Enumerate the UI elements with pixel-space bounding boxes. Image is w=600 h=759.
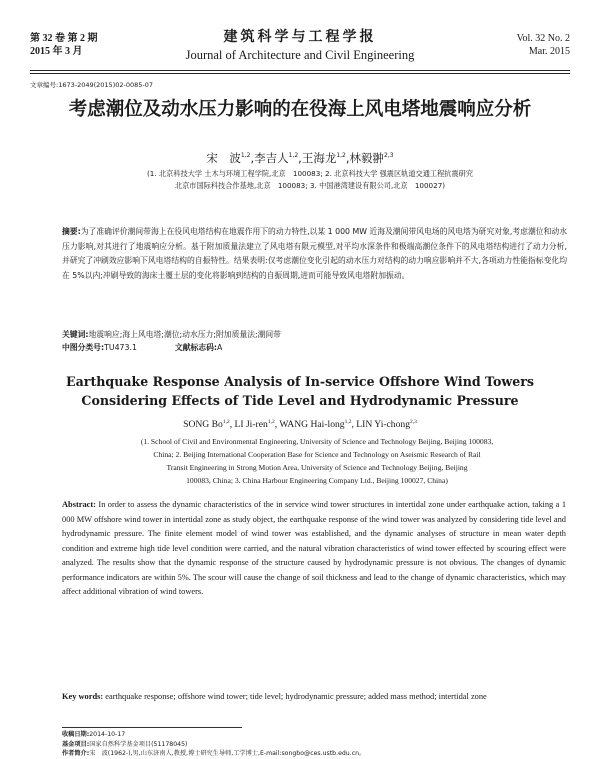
abstract-en-text: In order to assess the dynamic characteristics of the in service wind tower structures in intertidal zone under earthquake action, taking a 1 000 MW offshore wind tower in intertidal zone as study object, the earthquake response of the wind tower was analyzed by considering tide level and hydrodynamic pressure. The finite element model of wind tower was established, and the dynamic analyses of structure in mean water depth condition and extreme high tide level condition were carried, and the natural vibration characteristics of wind tower effected by scouring effect were analyzed. The results show that the dynamic response of the structure caused by hydrodynamic pressure is not obvious. The changes of dynamic performance indicators are within 5%. The scour will cause the change of soil thickness and lead to the change of dynamic characteristics, which may affect additional vibration of wind towers.	[62, 500, 567, 596]
footnote-received	[62, 730, 566, 740]
abstract-en-label: Abstract:	[62, 500, 96, 509]
author-cn: 王海龙	[301, 151, 337, 165]
doc-code-label: 文献标志码:	[174, 343, 218, 352]
abstract-cn	[62, 225, 567, 283]
authors-cn: 宋 波$^{1,2}$,李吉人$^{1,2}$,王海龙$^{1,2}$,林毅翀$^{2,3}$	[206, 151, 394, 165]
author-sup: 1,2	[240, 152, 251, 160]
author-sup: 2,3	[410, 419, 417, 425]
affiliation-line: (1. 北京科技大学 土木与环境工程学院,北京 100083; 2. 北京科技大学 强震区轨道交通工程抗震研究	[146, 169, 474, 178]
abstract-cn-text: 为了准确评价潮间带海上在役风电塔结构在地震作用下的动力特性,以某 1 000 MW 近海及潮间带风电场的风电塔为研究对象,考虑潮位和动水压力影响,对其进行了地震响应分析。基于附加质量法建立了风电塔有限元模型,对平均水深条件和极端高潮位条件下的风电塔结构进行了动力分析,并研究了冲刷效应影响下风电塔结构的自振特性。结果表明:仅考虑潮位变化引起的动水压力对结构的动力响应影响并不大,各项动力性能指标变化均在 5%以内;冲刷导致的海床土覆土层的变化将影响到结构的自振周期,进而可能导致风电塔附加振动。	[62, 227, 567, 280]
affiliations-en	[64, 435, 570, 487]
fund-value: 国家自然科学基金项目(51178045)	[89, 740, 188, 748]
author-sup: 1,2	[288, 152, 299, 160]
keywords-en-text: earthquake response; offshore wind tower; tide level; hydrodynamic pressure; added mass method; intertidal zone	[105, 692, 487, 701]
journal-title	[30, 26, 570, 63]
header-rule-thick	[30, 70, 570, 71]
footnotes	[62, 730, 566, 759]
clc-label: 中图分类号:	[62, 343, 105, 352]
author-en: LIN Yi-chong	[356, 419, 410, 431]
header-rule-thin	[30, 73, 570, 74]
author-sup: 2,3	[384, 152, 394, 160]
affiliation-line: (1. School of Civil and Environmental Engineering, University of Science and Technology Beijing, Beijing 100083,	[140, 437, 494, 446]
affiliation-line: China; 2. Beijing International Cooperation Base for Science and Technology on Aseismic Research of Rail	[153, 450, 481, 459]
footnote-fund	[62, 740, 566, 750]
author-en: LI Ji-ren	[234, 419, 268, 431]
journal-title-cn: 建筑科学与工程学报	[223, 29, 377, 45]
footnote-rule	[62, 727, 242, 728]
article-number: 文章编号:1673-2049(2015)02-0085-07	[30, 81, 154, 89]
author-cn: 林毅翀	[349, 151, 385, 165]
clc-value: TU473.1	[104, 343, 137, 352]
received-value: 2014-10-17	[89, 731, 126, 738]
affiliation-line: Transit Engineering in Strong Motion Area, University of Science and Technology Beijing, Beijing	[166, 463, 468, 472]
authors-en: SONG Bo$^{1,2}$, LI Ji-ren$^{1,2}$, WANG Hai-long$^{1,2}$, LIN Yi-chong$^{2,3}$	[183, 419, 417, 431]
received-label: 收稿日期:	[62, 731, 90, 738]
journal-title-en: Journal of Architecture and Civil Engineering	[185, 48, 415, 62]
author-sup: 1,2	[267, 419, 275, 425]
fund-label: 基金项目:	[62, 740, 90, 748]
abstract-cn-label: 摘要:	[62, 227, 81, 236]
author-cn: 李吉人	[254, 151, 289, 165]
author-en: SONG Bo	[183, 419, 223, 431]
author-en: WANG Hai-long	[279, 419, 345, 431]
running-header	[30, 26, 570, 64]
author-sup: 1,2	[344, 419, 352, 425]
keywords-en-label: Key words:	[62, 692, 104, 701]
keywords-cn	[62, 328, 567, 341]
keywords-en	[62, 690, 566, 705]
author-bio-value: 宋 波(1962-),男,山东济南人,教授,博士研究生导师,工学博士,E-mail:songbo@ces.ustb.edu.cn。	[89, 750, 366, 757]
keywords-cn-label: 关键词:	[62, 330, 89, 339]
volume-en: Vol. 32 No. 2	[516, 33, 570, 44]
classification-cn	[62, 341, 567, 354]
date-en: Mar. 2015	[528, 46, 570, 57]
keywords-cn-text: 地震响应;海上风电塔;潮位;动水压力;附加质量法;潮间带	[88, 330, 281, 339]
doc-code-value: A	[217, 343, 223, 352]
author-sup: 1,2	[336, 152, 346, 160]
author-cn: 宋 波	[206, 151, 241, 165]
volume-cn: 第 32 卷 第 2 期	[30, 33, 98, 44]
title-cn: 考虑潮位及动水压力影响的在役海上风电塔地震响应分析	[68, 99, 532, 120]
affiliation-line: 100083, China; 3. China Harbour Engineering Company Ltd., Beijing 100027, China)	[186, 476, 448, 485]
date-cn: 2015 年 3 月	[30, 46, 83, 57]
affiliation-line: 北京市国际科技合作基地,北京 100083; 3. 中国港湾建设有限公司,北京 100027)	[174, 181, 446, 190]
author-sup: 1,2	[222, 419, 230, 425]
title-en: Earthquake Response Analysis of In-service Offshore Wind Towers Considering Effects of Tide Level and Hydrodynamic Pressure	[66, 374, 534, 408]
author-bio-label: 作者简介:	[62, 750, 90, 757]
affiliations-cn	[60, 168, 560, 192]
header-right	[517, 32, 570, 58]
abstract-en	[62, 498, 566, 600]
